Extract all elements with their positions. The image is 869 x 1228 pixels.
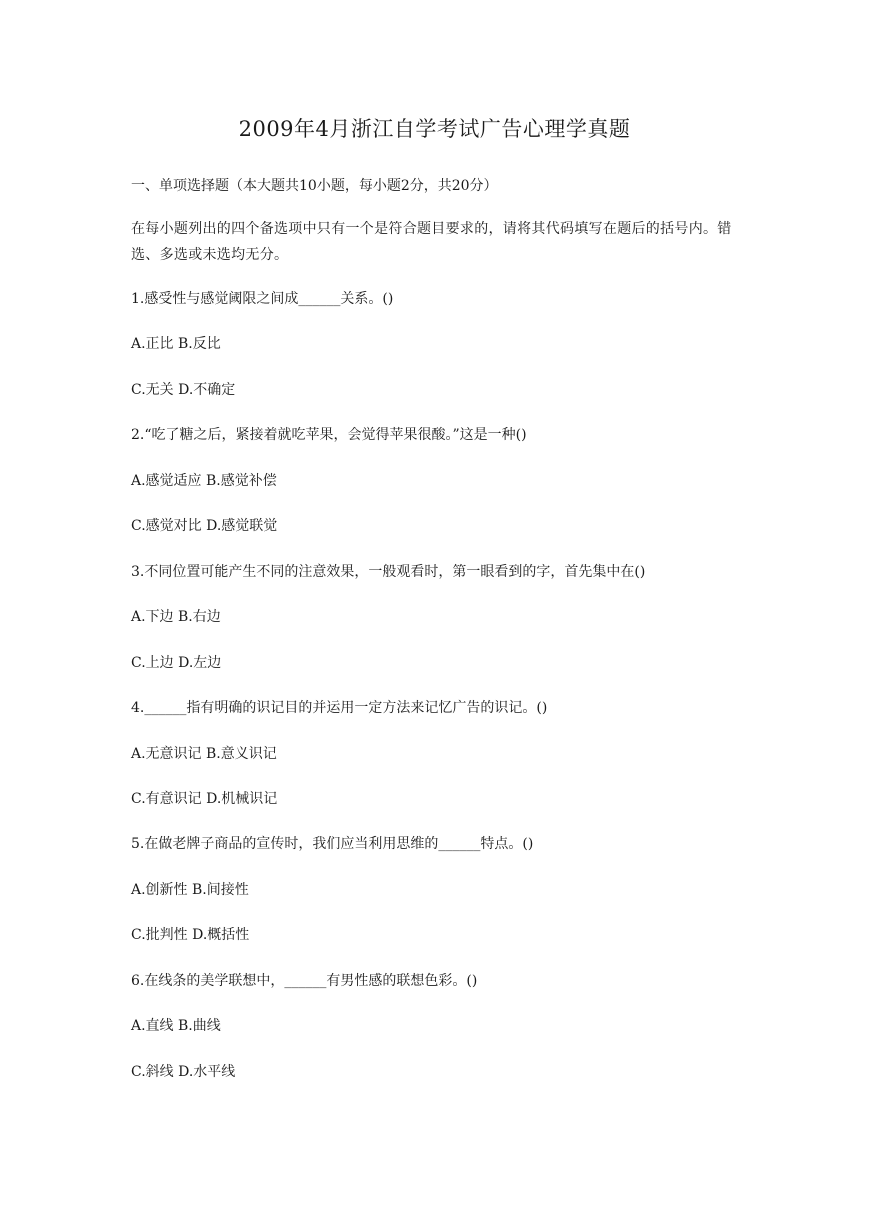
question-3-options-c-d: C.上边 D.左边 (131, 655, 222, 671)
question-6-options-a-b: A.直线 B.曲线 (131, 1018, 221, 1034)
question-4-options-a-b: A.无意识记 B.意义识记 (131, 746, 277, 762)
question-5-stem: 5.在做老牌子商品的宣传时，我们应当利用思维的______特点。() (131, 836, 534, 852)
page-title: 2009年4月浙江自学考试广告心理学真题 (238, 117, 631, 141)
question-3-options-a-b: A.下边 B.右边 (131, 609, 221, 625)
question-1-options-c-d: C.无关 D.不确定 (131, 382, 236, 398)
question-6-options-c-d: C.斜线 D.水平线 (131, 1064, 236, 1080)
question-4-stem: 4.______指有明确的识记目的并运用一定方法来记忆广告的识记。() (131, 700, 548, 716)
section-heading: 一、单项选择题（本大题共10小题，每小题2分，共20分） (131, 178, 498, 194)
instructions: 在每小题列出的四个备选项中只有一个是符合题目要求的，请将其代码填写在题后的括号内。错选、多选或未选均无分。 (131, 221, 732, 263)
question-2-options-c-d: C.感觉对比 D.感觉联觉 (131, 518, 278, 534)
question-2-options-a-b: A.感觉适应 B.感觉补偿 (131, 473, 277, 489)
question-5-options-a-b: A.创新性 B.间接性 (131, 882, 249, 898)
question-1-stem: 1.感受性与感觉阈限之间成______关系。() (131, 291, 394, 307)
question-5-options-c-d: C.批判性 D.概括性 (131, 927, 250, 943)
question-1-options-a-b: A.正比 B.反比 (131, 336, 221, 352)
question-4-options-c-d: C.有意识记 D.机械识记 (131, 791, 278, 807)
question-3-stem: 3.不同位置可能产生不同的注意效果，一般观看时，第一眼看到的字，首先集中在() (131, 564, 646, 580)
question-2-stem: 2.“吃了糖之后，紧接着就吃苹果，会觉得苹果很酸。”这是一种() (131, 427, 527, 443)
question-6-stem: 6.在线条的美学联想中，______有男性感的联想色彩。() (131, 973, 478, 989)
